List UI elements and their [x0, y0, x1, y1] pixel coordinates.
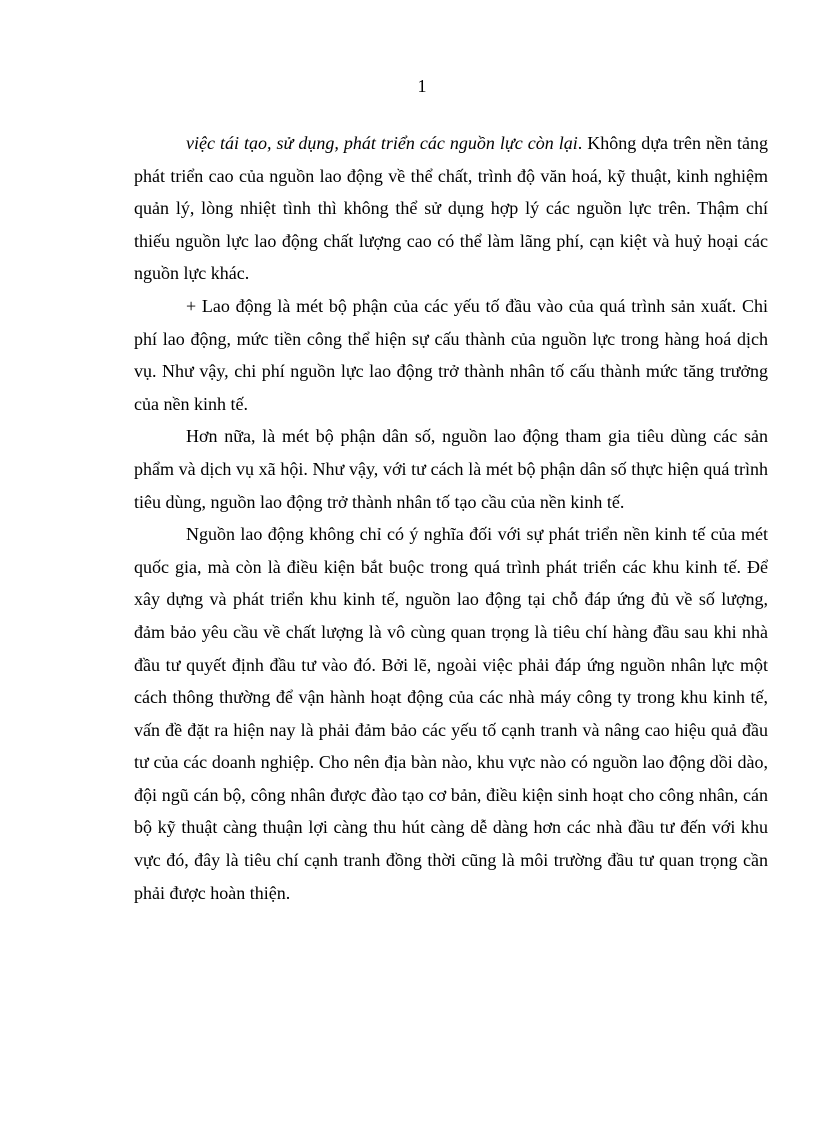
paragraph-4: Nguồn lao động không chỉ có ý nghĩa đối với sự phát triển nền kinh tế của mét quốc gia, mà còn là điều kiện bắt buộc trong quá trình phát triển các khu kinh tế. Để xây dựng và phát triển khu kinh tế, nguồn lao động tại chỗ đáp ứng đủ về số lượng, đảm bảo yêu cầu về chất lượng là vô cùng quan trọng là tiêu chí hàng đầu sau khi nhà đầu tư quyết định đầu tư vào đó. Bởi lẽ, ngoài việc phải đáp ứng nguồn nhân lực một cách thông thường để vận hành hoạt động của các nhà máy công ty trong khu kinh tế, vấn đề đặt ra hiện nay là phải đảm bảo các yếu tố cạnh tranh và nâng cao hiệu quả đầu tư của các doanh nghiệp. Cho nên địa bàn nào, khu vực nào có nguồn lao động dồi dào, đội ngũ cán bộ, công nhân được đào tạo cơ bản, điều kiện sinh hoạt cho công nhân, cán bộ kỹ thuật càng thuận lợi càng thu hút càng dễ dàng hơn các nhà đầu tư đến với khu vực đó, đây là tiêu chí cạnh tranh đồng thời cũng là môi trường đầu tư quan trọng cần phải được hoàn thiện.: [134, 524, 768, 903]
paragraph-3: Hơn nữa, là mét bộ phận dân số, nguồn lao động tham gia tiêu dùng các sản phẩm và dịch vụ xã hội. Như vậy, với tư cách là mét bộ phận dân số thực hiện quá trình tiêu dùng, nguồn lao động trở thành nhân tố tạo cầu của nền kinh tế.: [134, 426, 768, 512]
paragraph-1: [134, 127, 768, 290]
paragraph-1-italic-lead: việc tái tạo, sử dụng, phát triển các nguồn lực còn lại: [186, 133, 578, 153]
paragraph-2: + Lao động là mét bộ phận của các yếu tố đầu vào của quá trình sản xuất. Chi phí lao động, mức tiền công thể hiện sự cấu thành của nguồn lực trong hàng hoá dịch vụ. Như vậy, chi phí nguồn lực lao động trở thành nhân tố cấu thành mức tăng trưởng của nền kinh tế.: [134, 295, 768, 414]
page-number: 1: [417, 76, 427, 96]
document-body: [134, 127, 768, 909]
paragraph-1-text: . Không dựa trên nền tảng phát triển cao của nguồn lao động về thể chất, trình độ văn hoá, kỹ thuật, kinh nghiệm quản lý, lòng nhiệt tình thì không thể sử dụng hợp lý các nguồn lực trên. Thậm chí thiếu nguồn lực lao động chất lượng cao có thể làm lãng phí, cạn kiệt và huỷ hoại các nguồn lực khác.: [134, 133, 768, 284]
